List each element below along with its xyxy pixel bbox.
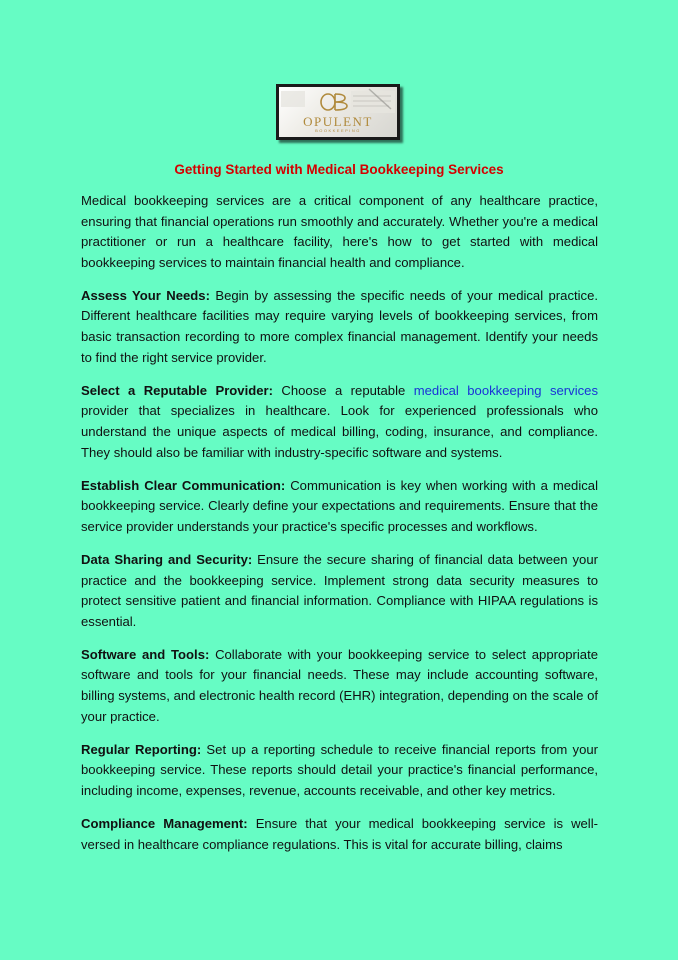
section-heading: Establish Clear Communication: <box>81 477 286 493</box>
section-heading: Assess Your Needs: <box>81 287 210 303</box>
section-text: Begin by assessing the specific needs of your medical practice. Different healthcare facilities may require varying levels of bookkeeping services, from basic transaction recording to more complex financial management. Identify your needs to find the right service provider. <box>81 287 598 365</box>
section-text: Set up a reporting schedule to receive financial reports from your bookkeeping service. These reports should detail your practice's financial performance, including income, expenses, revenue, accounts receivable, and other key metrics. <box>81 741 598 798</box>
section-compliance <box>81 814 598 855</box>
section-heading: Data Sharing and Security: <box>81 551 253 567</box>
page-title: Getting Started with Medical Bookkeeping Services <box>174 162 504 177</box>
section-select-provider <box>81 381 598 463</box>
section-text: Ensure the secure sharing of financial data between your practice and the bookkeeping service. Implement strong data security measures to protect sensitive patient and financial information. Compliance with HIPAA regulations is essential. <box>81 551 598 629</box>
section-text: Choose a reputable <box>272 382 414 398</box>
section-heading: Software and Tools: <box>81 646 210 662</box>
section-text: Collaborate with your bookkeeping service to select appropriate software and tools for your financial needs. These may include accounting software, billing systems, and electronic health record (EHR) integration, depending on the scale of your practice. <box>81 646 598 724</box>
section-software-tools <box>81 645 598 727</box>
company-logo <box>276 84 400 140</box>
section-heading: Regular Reporting: <box>81 741 202 757</box>
section-assess-needs <box>81 286 598 368</box>
section-text: Communication is key when working with a medical bookkeeping service. Clearly define your expectations and requirements. Ensure that the service provider understands your practice's specific processes and workflows. <box>81 477 598 534</box>
section-data-security <box>81 550 598 632</box>
monogram-icon <box>321 94 347 110</box>
section-communication <box>81 476 598 538</box>
section-text: provider that specializes in healthcare. Look for experienced professionals who understand the unique aspects of medical billing, coding, insurance, and compliance. They should also be familiar with industry-specific software and systems. <box>81 403 598 460</box>
section-heading: Compliance Management: <box>81 815 248 831</box>
section-heading: Select a Reputable Provider: <box>81 382 273 398</box>
article-body <box>81 191 598 868</box>
medical-bookkeeping-link[interactable]: medical bookkeeping services <box>413 382 598 398</box>
logo-tagline-text: BOOKKEEPING <box>315 128 361 133</box>
intro-paragraph: Medical bookkeeping services are a critical component of any healthcare practice, ensuring that financial operations run smoothly and accurately. Whether you're a medical practitioner or run a healthcare facility, here's how to get started with medical bookkeeping services to maintain financial health and compliance. <box>81 193 598 270</box>
section-regular-reporting <box>81 740 598 802</box>
logo-brand-text: OPULENT <box>303 114 373 129</box>
section-text: Ensure that your medical bookkeeping service is well- versed in healthcare compliance regulations. This is vital for accurate billing, claims <box>81 815 598 852</box>
